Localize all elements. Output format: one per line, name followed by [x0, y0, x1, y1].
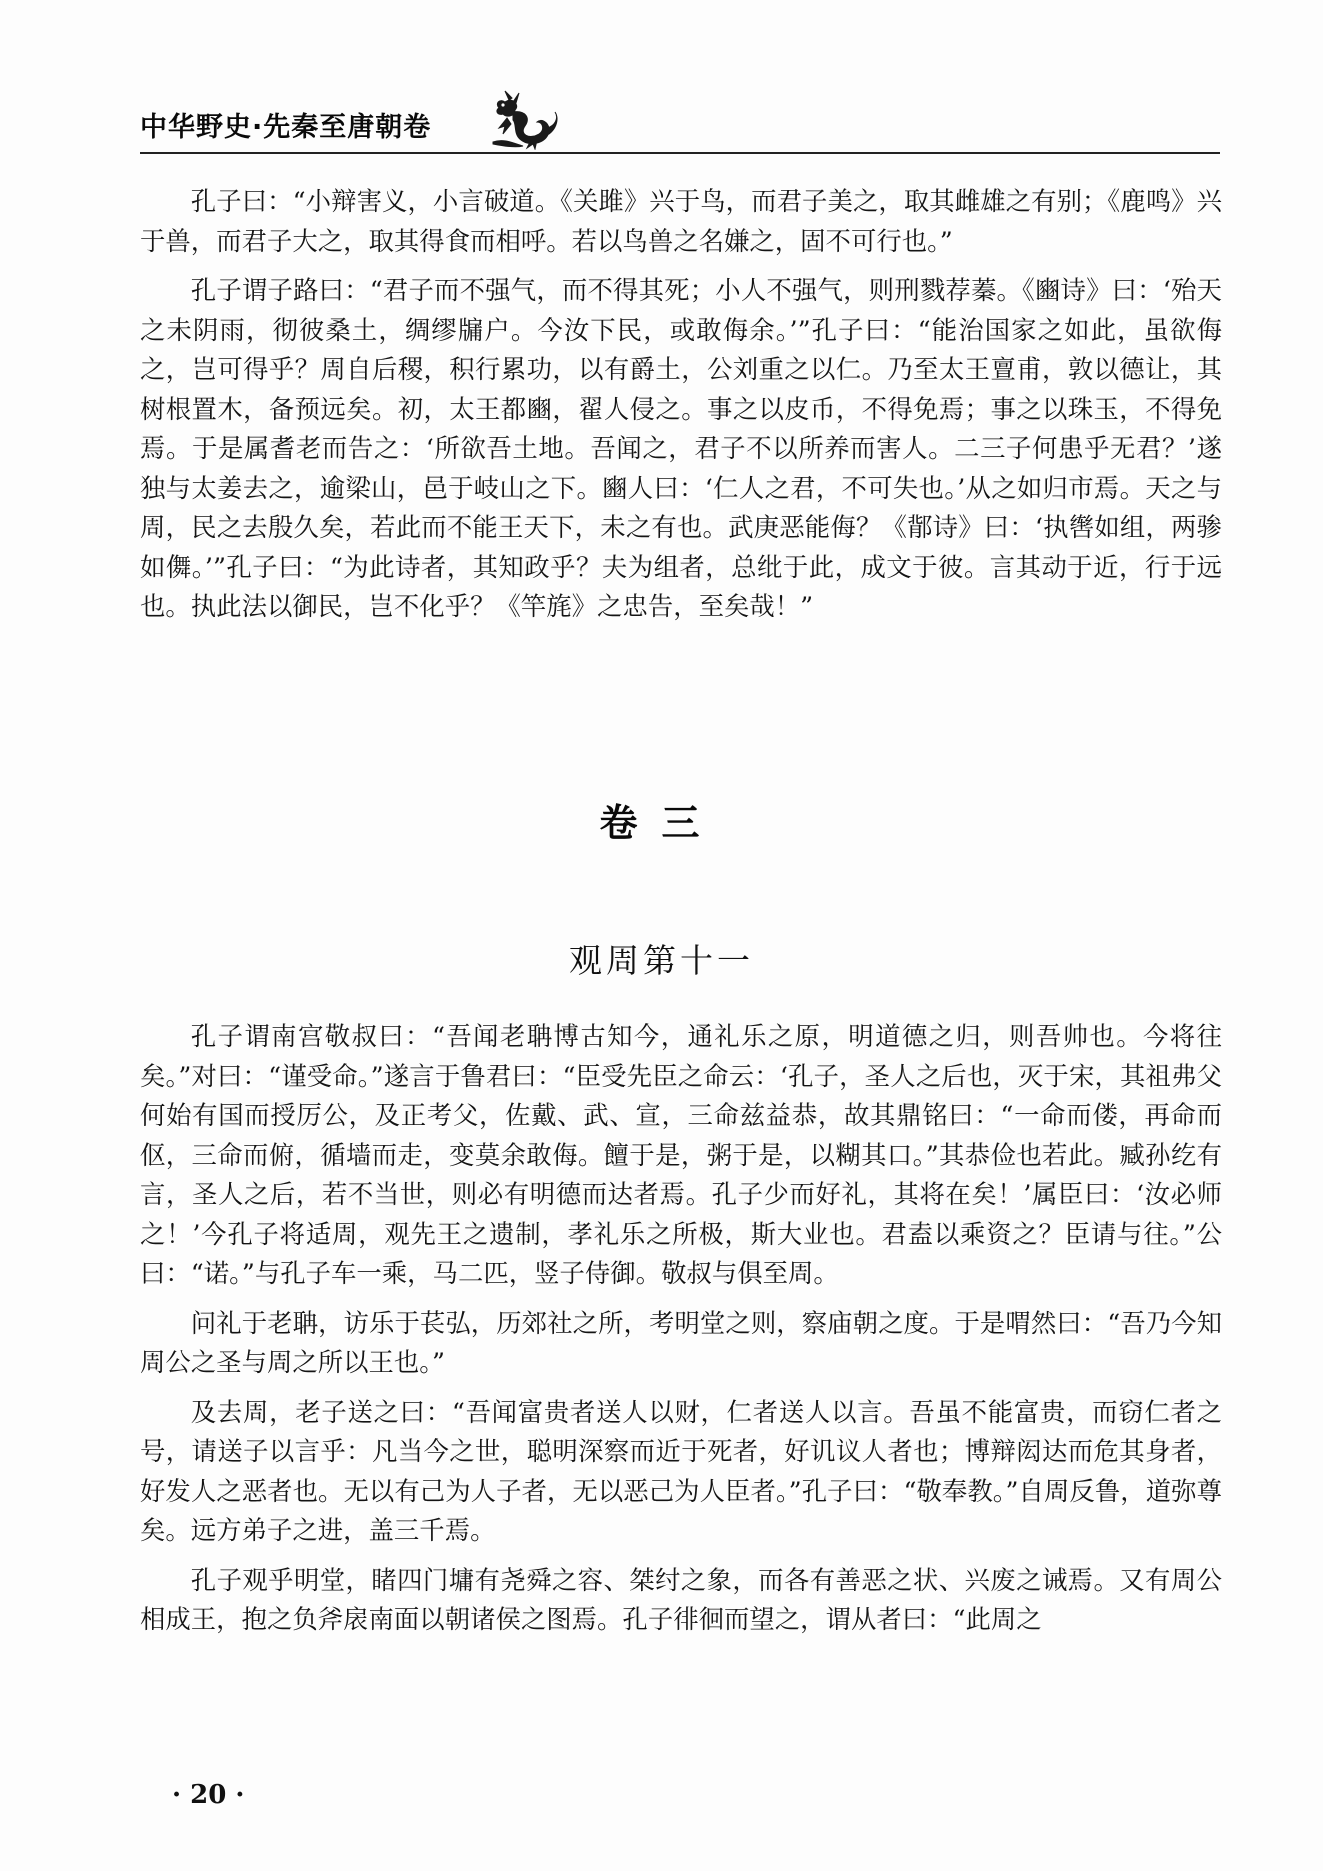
book-title: 中华野史·先秦至唐朝卷	[140, 111, 432, 143]
paragraph: 孔子谓南宫敬叔曰：“吾闻老聃博古知今，通礼乐之原，明道德之归，则吾帅也。今将往矣。”对曰：“谨受命。”遂言于鲁君曰：“臣受先臣之命云：‘孔子，圣人之后也，灭于宋，其祖弗父何始有国而授厉公，及正考父，佐戴、武、宣，三命兹益恭，故其鼎铭曰：“一命而偻，再命而伛，三命而俯，循墙而走，变莫余敢侮。饘于是，粥于是，以糊其口。”其恭俭也若此。臧孙纥有言，圣人之后，若不当世，则必有明德而达者焉。孔子少而好礼，其将在矣！’属臣曰：‘汝必师之！’今孔子将适周，观先王之遗制，孝礼乐之所极，斯大业也。君盍以乘资之？臣请与往。”公曰：“诺。”与孔子车一乘，马二匹，竖子侍御。敬叔与俱至周。	[140, 1021, 1222, 1288]
bottom-text-block	[140, 1017, 1222, 1650]
header-rule	[140, 152, 1220, 154]
paragraph: 问礼于老聃，访乐于苌弘，历郊社之所，考明堂之则，察庙朝之度。于是喟然曰：“吾乃今知周公之圣与周之所以王也。”	[140, 1307, 1222, 1377]
running-head	[140, 102, 431, 146]
volume-heading: 卷三	[599, 801, 724, 845]
paragraph: 孔子谓子路曰：“君子而不强气，而不得其死；小人不强气，则刑戮荐蓁。《豳诗》曰：‘殆天之未阴雨，彻彼桑土，绸缪牖户。今汝下民，或敢侮余。’”孔子曰：“能治国家之如此，虽欲侮之，岂可得乎？周自后稷，积行累功，以有爵土，公刘重之以仁。乃至太王亶甫，敦以德让，其树根置木，备预远矣。初，太王都豳，翟人侵之。事之以皮币，不得免焉；事之以珠玉，不得免焉。于是属耆老而告之：‘所欲吾土地。吾闻之，君子不以所养而害人。二三子何患乎无君？’遂独与太姜去之，逾梁山，邑于岐山之下。豳人曰：‘仁人之君，不可失也。’从之如归市焉。天之与周，民之去殷久矣，若此而不能王天下，未之有也。武庚恶能侮？《鄁诗》曰：‘执辔如组，两骖如儛。’”孔子曰：“为此诗者，其知政乎？夫为组者，总纰于此，成文于彼。言其动于近，行于远也。执此法以御民，岂不化乎？《竿旄》之忠告，至矣哉！”	[140, 275, 1222, 621]
chapter-heading: 观周第十一	[569, 941, 754, 980]
page-number: · 20 ·	[172, 1780, 245, 1810]
paragraph: 孔子曰：“小辩害义，小言破道。《关雎》兴于鸟，而君子美之，取其雌雄之有别；《鹿鸣》兴于兽，而君子大之，取其得食而相呼。若以鸟兽之名嫌之，固不可行也。”	[140, 186, 1222, 256]
top-text-block	[140, 182, 1222, 637]
dragon-icon	[485, 88, 561, 150]
paragraph: 孔子观乎明堂，睹四门墉有尧舜之容、桀纣之象，而各有善恶之状、兴废之诫焉。又有周公相成王，抱之负斧扆南面以朝诸侯之图焉。孔子徘徊而望之，谓从者曰：“此周之	[140, 1564, 1222, 1634]
paragraph: 及去周，老子送之曰：“吾闻富贵者送人以财，仁者送人以言。吾虽不能富贵，而窃仁者之号，请送子以言乎：凡当今之世，聪明深察而近于死者，好讥议人者也；博辩闳达而危其身者，好发人之恶者也。无以有己为人子者，无以恶己为人臣者。”孔子曰：“敬奉教。”自周反鲁，道弥尊矣。远方弟子之进，盖三千焉。	[140, 1396, 1222, 1545]
